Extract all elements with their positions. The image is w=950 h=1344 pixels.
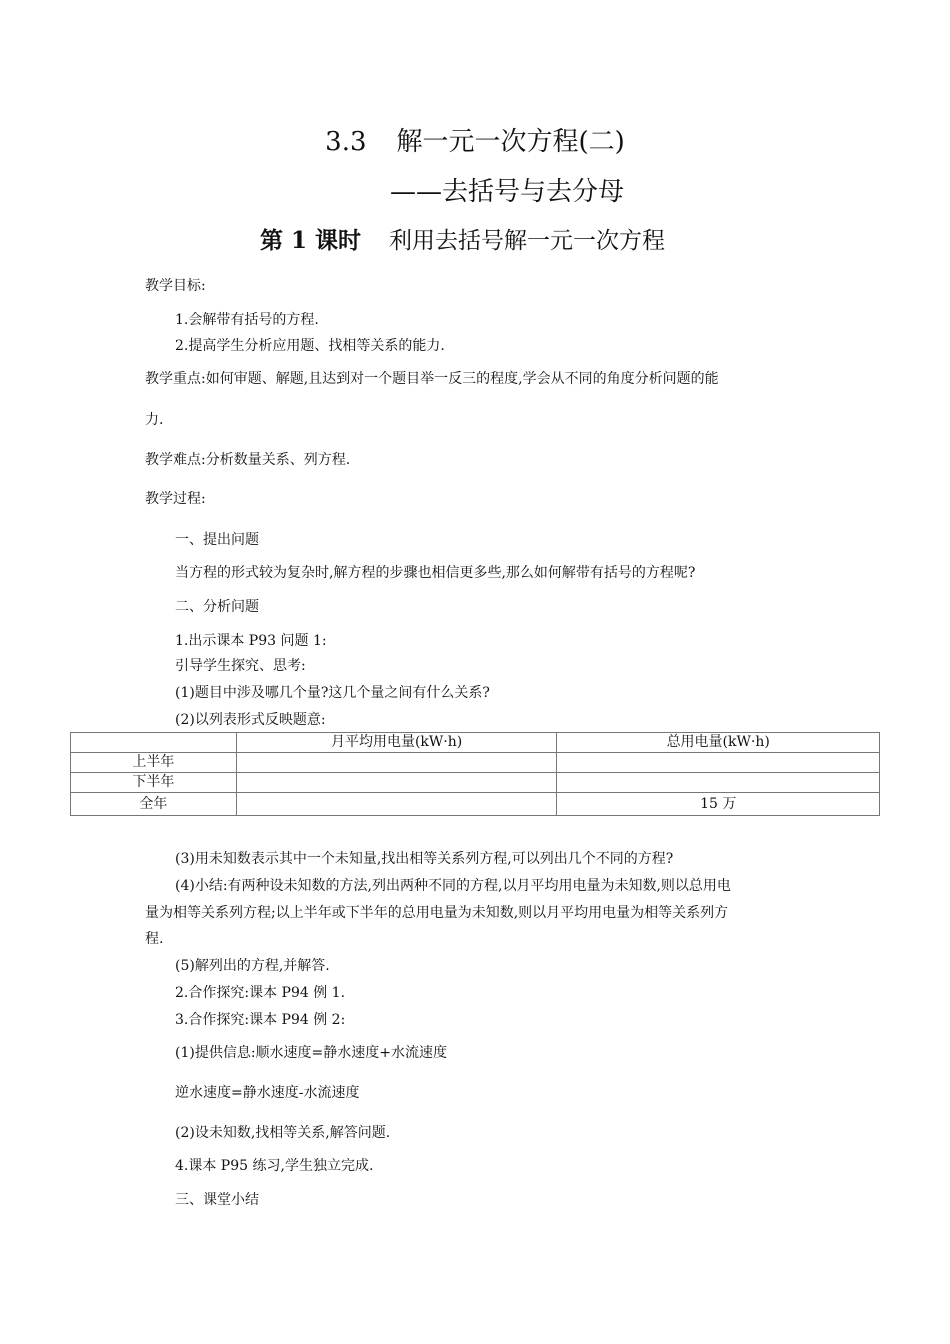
table-row	[71, 793, 880, 816]
table-cell	[557, 753, 880, 773]
section2-heading: 二、分析问题	[175, 599, 259, 615]
table-header-cell	[71, 733, 237, 753]
data-table	[70, 732, 880, 816]
table-header-row	[71, 733, 880, 753]
section1-heading: 一、提出问题	[175, 532, 259, 548]
summary-line: 量为相等关系列方程;以上半年或下半年的总用电量为未知数,则以月平均用电量为相等关系列方	[145, 905, 729, 921]
lesson-text: 利用去括号解一元一次方程	[389, 228, 666, 254]
table-row	[71, 753, 880, 773]
section2-line: (2)以列表形式反映题意:	[175, 712, 326, 728]
table-cell	[236, 753, 557, 773]
question-3: (3)用未知数表示其中一个未知量,找出相等关系列方程,可以列出几个不同的方程?	[175, 851, 674, 867]
table-cell	[236, 773, 557, 793]
objective-item: 1.会解带有括号的方程.	[175, 312, 319, 328]
item-3: 3.合作探究:课本 P94 例 2:	[175, 1012, 346, 1028]
process-heading: 教学过程:	[145, 491, 206, 507]
info-line: (1)提供信息:顺水速度=静水速度+水流速度	[175, 1045, 448, 1061]
item-2: 2.合作探究:课本 P94 例 1.	[175, 985, 346, 1001]
difficulties: 教学难点:分析数量关系、列方程.	[145, 452, 351, 468]
table-cell: 下半年	[71, 773, 237, 793]
main-title	[0, 124, 950, 160]
section1-text: 当方程的形式较为复杂时,解方程的步骤也相信更多些,那么如何解带有括号的方程呢?	[175, 565, 696, 581]
info-line: 逆水速度=静水速度-水流速度	[175, 1085, 360, 1101]
section2-line: 引导学生探究、思考:	[175, 658, 306, 674]
subtitle: ——去括号与去分母	[390, 177, 625, 207]
section2-line: (1)题目中涉及哪几个量?这几个量之间有什么关系?	[175, 685, 490, 701]
key-points-line: 教学重点:如何审题、解题,且达到对一个题目举一反三的程度,学会从不同的角度分析问题的能	[145, 371, 719, 387]
main-title-number: 3.3	[325, 127, 367, 157]
question-5: (5)解列出的方程,并解答.	[175, 958, 330, 974]
table-cell: 15 万	[557, 793, 880, 816]
table-cell	[557, 773, 880, 793]
info-line: (2)设未知数,找相等关系,解答问题.	[175, 1125, 391, 1141]
table-cell: 全年	[71, 793, 237, 816]
table-header-cell: 月平均用电量(kW·h)	[236, 733, 557, 753]
item-4: 4.课本 P95 练习,学生独立完成.	[175, 1158, 374, 1174]
section3-heading: 三、课堂小结	[175, 1192, 259, 1208]
table-cell: 上半年	[71, 753, 237, 773]
table-row	[71, 773, 880, 793]
lesson-title	[260, 224, 665, 258]
objective-item: 2.提高学生分析应用题、找相等关系的能力.	[175, 338, 445, 354]
table-header-cell: 总用电量(kW·h)	[557, 733, 880, 753]
key-points-line: 力.	[145, 412, 164, 428]
summary-line: 程.	[145, 931, 164, 947]
lesson-label: 第 1 课时	[260, 227, 362, 254]
section2-line: 1.出示课本 P93 问题 1:	[175, 633, 327, 649]
table-cell	[236, 793, 557, 816]
main-title-text: 解一元一次方程(二)	[396, 127, 625, 157]
summary-line: (4)小结:有两种设未知数的方法,列出两种不同的方程,以月平均用电量为未知数,则以总用电	[175, 878, 731, 894]
objectives-heading: 教学目标:	[145, 278, 206, 294]
